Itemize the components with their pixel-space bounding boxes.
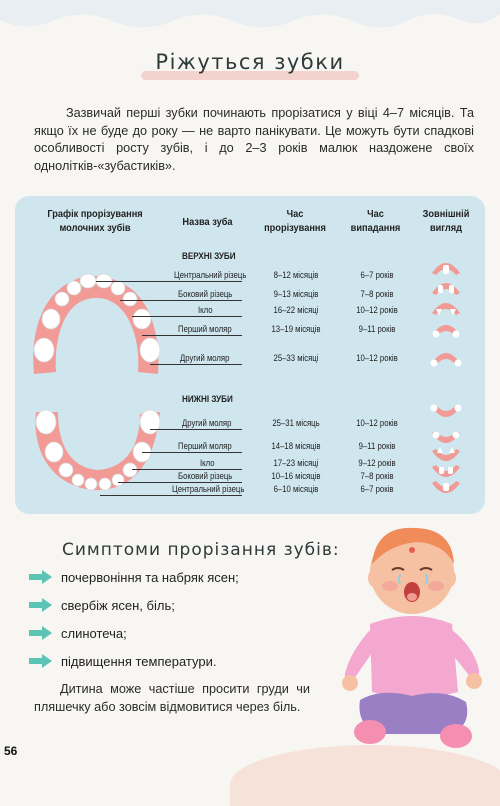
upper-canine-icon <box>432 303 460 315</box>
header-tooth-name: Назва зуба <box>182 216 233 228</box>
pointer-line <box>142 335 242 336</box>
upper-eruption: 16–22 місяці <box>273 305 319 315</box>
arrow-right-icon <box>28 653 53 669</box>
arrow-right-icon <box>28 625 53 641</box>
page-number: 56 <box>4 744 18 758</box>
lower-shedding: 7–8 років <box>360 471 394 481</box>
lower-eruption: 17–23 місяці <box>273 458 319 468</box>
lower-eruption: 25–31 місяць <box>272 418 320 428</box>
arrow-right-icon <box>28 569 53 585</box>
upper-eruption: 13–19 місяців <box>271 324 321 334</box>
pointer-line <box>118 482 242 483</box>
pointer-line <box>100 495 242 496</box>
upper-tooth-name: Перший моляр <box>178 324 232 334</box>
lower-shedding: 9–11 років <box>358 441 396 451</box>
lower-shedding: 10–12 років <box>356 418 398 428</box>
lower-first-molar-icon <box>432 431 460 443</box>
upper-tooth-name: Центральний різець <box>174 270 247 280</box>
upper-first-molar-icon <box>432 325 460 338</box>
crying-baby-illustration <box>340 520 490 760</box>
page-title: Ріжуться зубки <box>141 48 358 80</box>
header-shedding: Час випадання <box>350 208 401 234</box>
lower-tooth-name: Ікло <box>200 458 215 468</box>
upper-shedding: 9–11 років <box>358 324 396 334</box>
upper-teeth-label: ВЕРХНІ ЗУБИ <box>182 251 236 261</box>
lower-teeth-label: НИЖНІ ЗУБИ <box>182 394 233 404</box>
lower-tooth-name: Другий моляр <box>182 418 232 428</box>
upper-shedding: 10–12 років <box>356 305 398 315</box>
upper-tooth-name: Другий моляр <box>180 353 230 363</box>
tooth-appearance-icons <box>428 255 464 505</box>
pointer-line <box>120 300 242 301</box>
lower-eruption: 14–18 місяців <box>271 441 321 451</box>
lower-tooth-name: Боковий різець <box>178 471 233 481</box>
jaw-diagram-icon <box>22 262 172 502</box>
upper-second-molar-icon <box>431 353 462 367</box>
pointer-line <box>96 281 242 282</box>
header-appearance: Зовнішній вигляд <box>422 208 470 234</box>
intro-paragraph: Зазвичай перші зубки починають прорізатися у віці 4–7 місяців. Та якщо їх не буде до року — не варто панікувати. Це можуть бути спадкові особливості росту зубів, і до 2–3 років малюк наздожене своїх однолітків-«зубастиків». <box>34 106 474 173</box>
upper-lateral-incisor-icon <box>432 283 460 295</box>
symptom-item: підвищення температури. <box>28 653 216 669</box>
lower-tooth-name: Центральний різець <box>172 484 245 494</box>
upper-eruption: 25–33 місяці <box>273 353 319 363</box>
upper-shedding: 7–8 років <box>360 289 394 299</box>
outro-paragraph: Дитина може частіше просити груди чи пляшечку або зовсім відмовитися через біль. <box>34 682 310 714</box>
pointer-line <box>150 364 242 365</box>
symptom-item: свербіж ясен, біль; <box>28 597 175 613</box>
symptom-item: почервоніння та набряк ясен; <box>28 569 239 585</box>
lower-central-incisor-icon <box>432 481 460 493</box>
upper-eruption: 8–12 місяців <box>273 270 319 280</box>
pointer-line <box>132 316 242 317</box>
arrow-right-icon <box>28 597 53 613</box>
lower-second-molar-icon <box>431 405 462 418</box>
symptoms-title: Симптоми прорізання зубів: <box>62 540 340 560</box>
lower-canine-icon <box>432 447 460 461</box>
pointer-line <box>150 429 242 430</box>
upper-central-incisor-icon <box>432 263 460 275</box>
header-eruption: Час прорізування <box>264 208 326 234</box>
lower-tooth-name: Перший моляр <box>178 441 232 451</box>
upper-shedding: 10–12 років <box>356 353 398 363</box>
lower-shedding: 9–12 років <box>358 458 396 468</box>
symptom-item: слинотеча; <box>28 625 127 641</box>
pointer-line <box>132 469 242 470</box>
upper-eruption: 9–13 місяців <box>273 289 319 299</box>
lower-eruption: 10–16 місяців <box>271 471 321 481</box>
header-schedule: Графік прорізування молочних зубів <box>47 208 143 234</box>
cloud-decoration-top <box>0 0 500 40</box>
upper-tooth-name: Боковий різець <box>178 289 233 299</box>
lower-lateral-incisor-icon <box>432 465 460 477</box>
pointer-line <box>142 452 242 453</box>
lower-shedding: 6–7 років <box>360 484 394 494</box>
upper-tooth-name: Ікло <box>198 305 213 315</box>
upper-shedding: 6–7 років <box>360 270 394 280</box>
lower-eruption: 6–10 місяців <box>273 484 319 494</box>
